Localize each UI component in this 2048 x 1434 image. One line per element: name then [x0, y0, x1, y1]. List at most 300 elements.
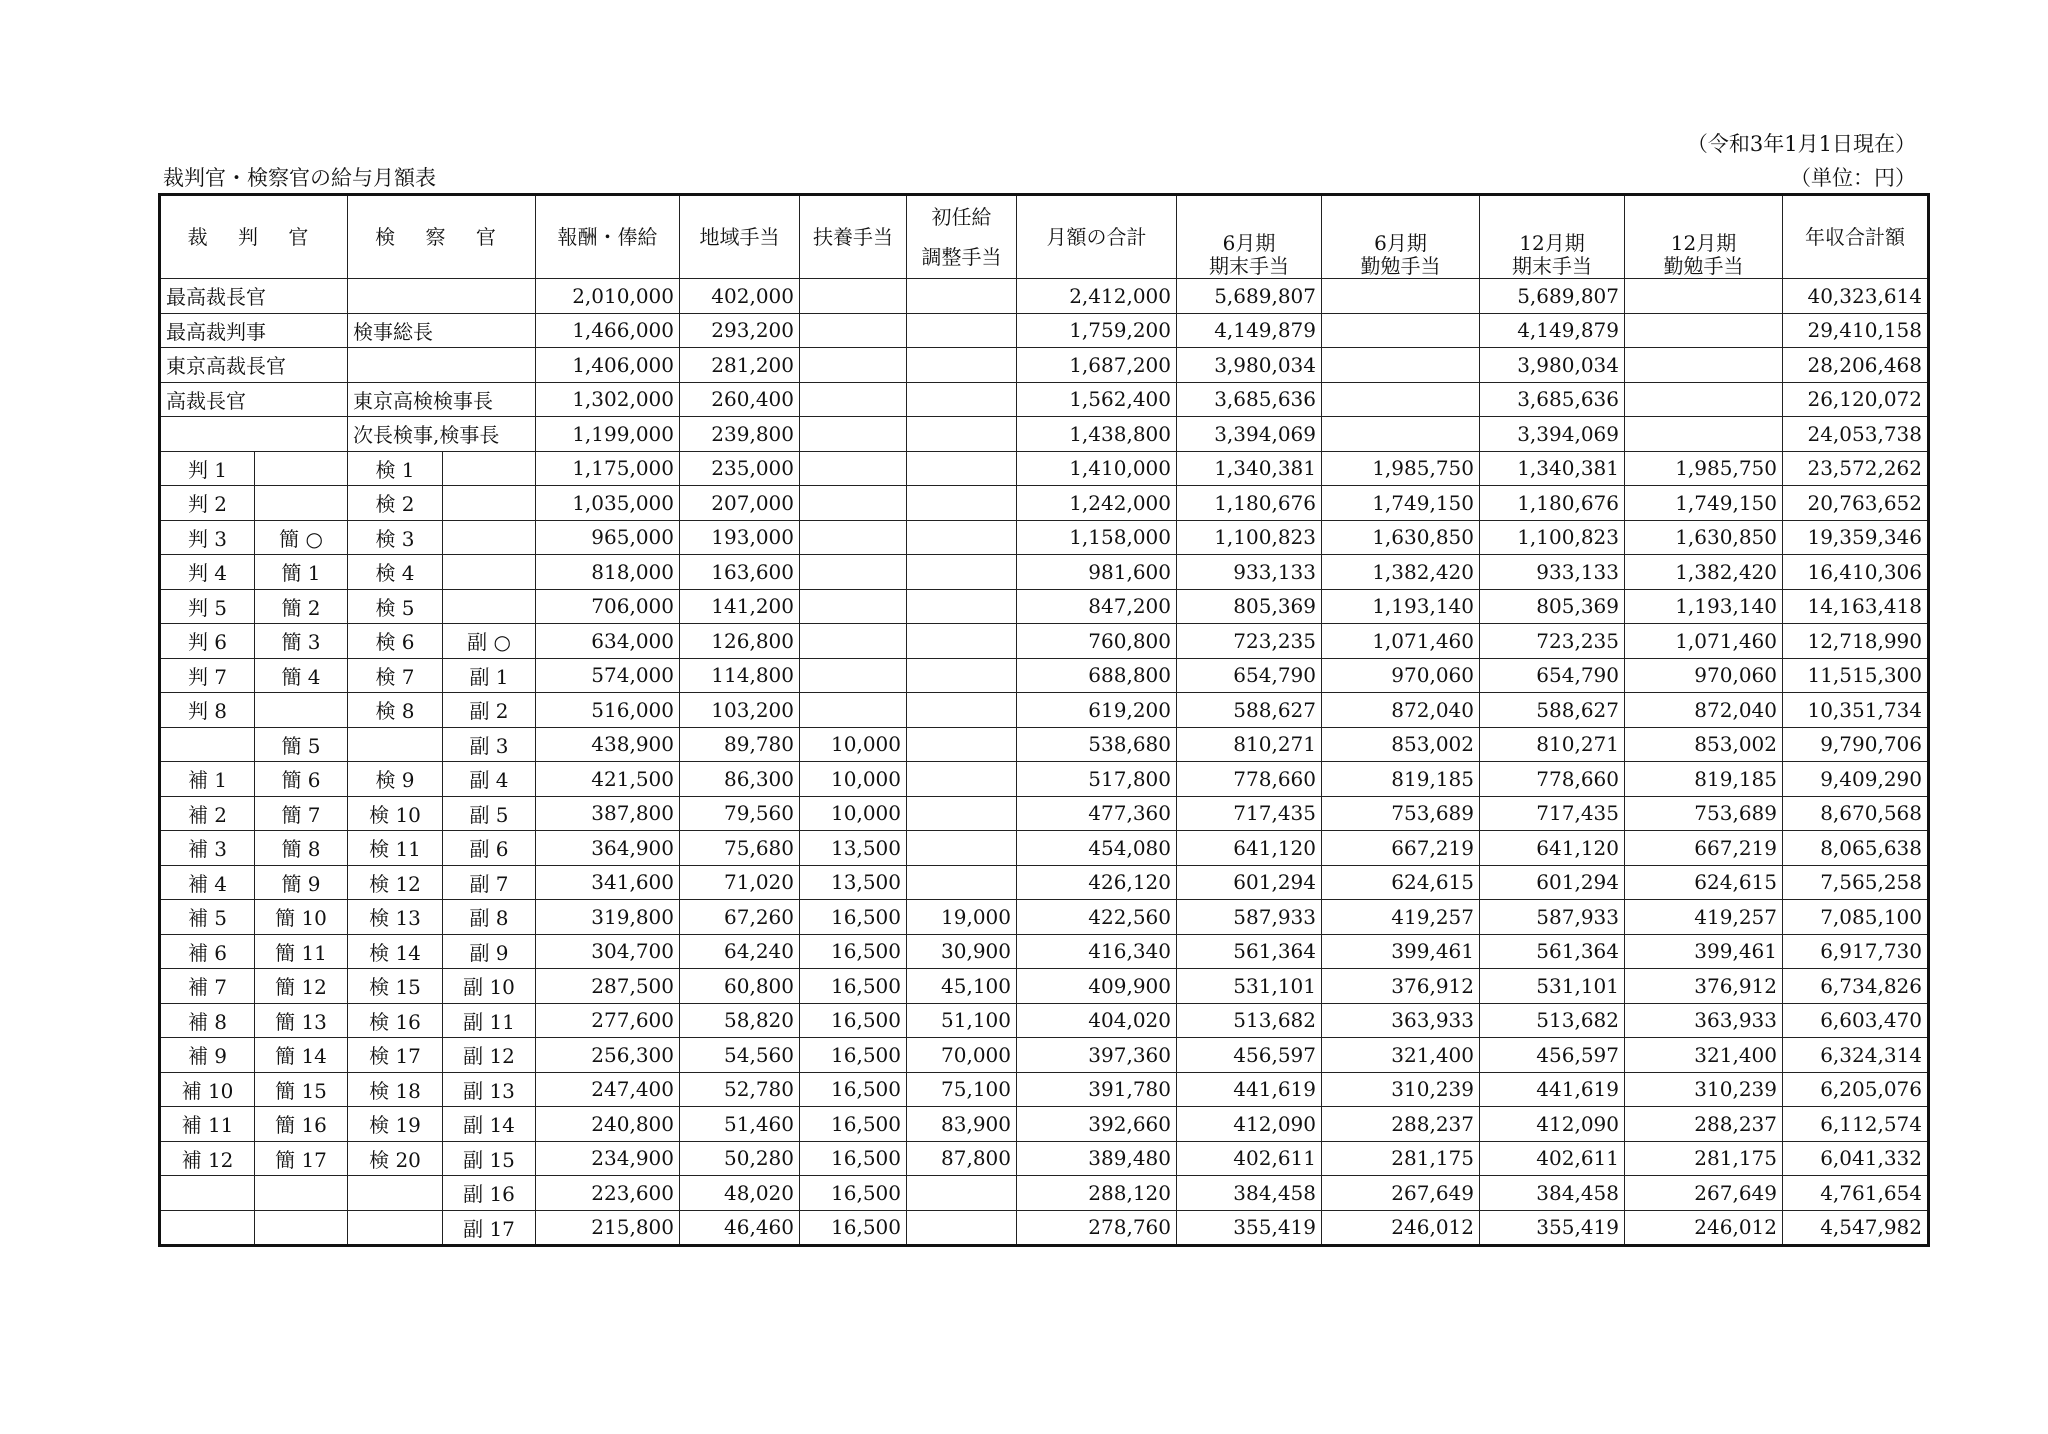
june-term-end-cell: 1,340,381	[1177, 451, 1322, 486]
table-row	[160, 727, 1929, 762]
prosecutor-grade: 検 15	[348, 969, 443, 1004]
dec-diligence-cell: 970,060	[1625, 658, 1783, 693]
initial-adjustment-cell	[907, 658, 1017, 693]
assistant-prosecutor-grade	[443, 486, 536, 521]
dec-term-end-cell: 531,101	[1480, 969, 1625, 1004]
dec-diligence-cell: 363,933	[1625, 1003, 1783, 1038]
table-row	[160, 900, 1929, 935]
dependent-allowance-cell: 16,500	[800, 1107, 907, 1142]
regional-allowance-cell: 46,460	[680, 1210, 800, 1246]
june-term-end-cell: 384,458	[1177, 1176, 1322, 1211]
regional-allowance-cell: 89,780	[680, 727, 800, 762]
june-term-end-cell: 1,100,823	[1177, 520, 1322, 555]
salary-cell: 223,600	[536, 1176, 680, 1211]
june-diligence-cell	[1322, 313, 1480, 348]
regional-allowance-cell: 163,600	[680, 555, 800, 590]
june-term-end-cell: 933,133	[1177, 555, 1322, 590]
col-june-end: 6月期 期末手当	[1177, 195, 1322, 279]
initial-adjustment-cell: 75,100	[907, 1072, 1017, 1107]
dependent-allowance-cell	[800, 486, 907, 521]
monthly-total-cell: 1,759,200	[1017, 313, 1177, 348]
salary-cell: 574,000	[536, 658, 680, 693]
col-judge: 裁 判 官	[160, 195, 348, 279]
summary-judge-grade: 簡 15	[255, 1072, 348, 1107]
prosecutor-title	[348, 348, 536, 383]
dec-term-end-cell: 587,933	[1480, 900, 1625, 935]
initial-adjustment-cell: 87,800	[907, 1141, 1017, 1176]
prosecutor-title: 東京高検検事長	[348, 382, 536, 417]
prosecutor-grade: 検 5	[348, 589, 443, 624]
salary-cell: 634,000	[536, 624, 680, 659]
dependent-allowance-cell	[800, 451, 907, 486]
summary-judge-grade: 簡 13	[255, 1003, 348, 1038]
dec-diligence-cell: 753,689	[1625, 796, 1783, 831]
monthly-total-cell: 1,158,000	[1017, 520, 1177, 555]
salary-cell: 277,600	[536, 1003, 680, 1038]
june-term-end-cell: 412,090	[1177, 1107, 1322, 1142]
dependent-allowance-cell: 16,500	[800, 1038, 907, 1073]
monthly-total-cell: 392,660	[1017, 1107, 1177, 1142]
summary-judge-grade: 簡 14	[255, 1038, 348, 1073]
salary-cell: 240,800	[536, 1107, 680, 1142]
june-diligence-cell: 667,219	[1322, 831, 1480, 866]
assistant-prosecutor-grade	[443, 589, 536, 624]
salary-cell: 1,035,000	[536, 486, 680, 521]
table-row	[160, 693, 1929, 728]
table-row	[160, 1141, 1929, 1176]
dec-diligence-cell: 419,257	[1625, 900, 1783, 935]
salary-cell: 387,800	[536, 796, 680, 831]
dec-diligence-cell: 819,185	[1625, 762, 1783, 797]
dependent-allowance-cell	[800, 382, 907, 417]
regional-allowance-cell: 86,300	[680, 762, 800, 797]
june-term-end-cell: 641,120	[1177, 831, 1322, 866]
monthly-total-cell: 760,800	[1017, 624, 1177, 659]
initial-adjustment-cell	[907, 417, 1017, 452]
dependent-allowance-cell: 10,000	[800, 762, 907, 797]
dec-term-end-cell: 3,685,636	[1480, 382, 1625, 417]
title-bar	[163, 162, 1916, 192]
summary-judge-grade: 簡 16	[255, 1107, 348, 1142]
regional-allowance-cell: 235,000	[680, 451, 800, 486]
dec-term-end-cell: 588,627	[1480, 693, 1625, 728]
assistant-prosecutor-grade: 副 13	[443, 1072, 536, 1107]
annual-total-cell: 12,718,990	[1783, 624, 1929, 659]
prosecutor-grade: 検 14	[348, 934, 443, 969]
june-term-end-cell: 601,294	[1177, 865, 1322, 900]
judge-grade: 判 7	[160, 658, 255, 693]
summary-judge-grade: 簡 10	[255, 900, 348, 935]
col-regional: 地域手当	[680, 195, 800, 279]
june-diligence-cell: 872,040	[1322, 693, 1480, 728]
june-diligence-cell	[1322, 348, 1480, 383]
table-row	[160, 624, 1929, 659]
monthly-total-cell: 2,412,000	[1017, 279, 1177, 314]
june-diligence-cell: 376,912	[1322, 969, 1480, 1004]
assistant-prosecutor-grade: 副 1	[443, 658, 536, 693]
initial-adjustment-cell	[907, 348, 1017, 383]
regional-allowance-cell: 51,460	[680, 1107, 800, 1142]
dependent-allowance-cell: 13,500	[800, 865, 907, 900]
judge-grade: 補 5	[160, 900, 255, 935]
dependent-allowance-cell: 16,500	[800, 969, 907, 1004]
monthly-total-cell: 847,200	[1017, 589, 1177, 624]
annual-total-cell: 7,565,258	[1783, 865, 1929, 900]
table-row	[160, 658, 1929, 693]
assistant-prosecutor-grade: 副 8	[443, 900, 536, 935]
regional-allowance-cell: 60,800	[680, 969, 800, 1004]
table-row	[160, 1176, 1929, 1211]
initial-adjustment-cell	[907, 624, 1017, 659]
june-term-end-cell: 654,790	[1177, 658, 1322, 693]
dec-term-end-cell: 441,619	[1480, 1072, 1625, 1107]
dependent-allowance-cell: 16,500	[800, 1003, 907, 1038]
dec-term-end-cell: 933,133	[1480, 555, 1625, 590]
june-term-end-cell: 3,980,034	[1177, 348, 1322, 383]
summary-judge-grade: 簡 7	[255, 796, 348, 831]
june-diligence-cell: 624,615	[1322, 865, 1480, 900]
dependent-allowance-cell: 16,500	[800, 934, 907, 969]
assistant-prosecutor-grade: 副 14	[443, 1107, 536, 1142]
salary-cell: 516,000	[536, 693, 680, 728]
summary-judge-grade: 簡 1	[255, 555, 348, 590]
dec-term-end-cell: 805,369	[1480, 589, 1625, 624]
summary-judge-grade: 簡 8	[255, 831, 348, 866]
annual-total-cell: 11,515,300	[1783, 658, 1929, 693]
june-term-end-cell: 402,611	[1177, 1141, 1322, 1176]
june-diligence-cell: 281,175	[1322, 1141, 1480, 1176]
dec-diligence-cell: 1,071,460	[1625, 624, 1783, 659]
june-term-end-cell: 4,149,879	[1177, 313, 1322, 348]
judge-grade: 判 6	[160, 624, 255, 659]
summary-judge-grade: 簡 6	[255, 762, 348, 797]
regional-allowance-cell: 193,000	[680, 520, 800, 555]
june-diligence-cell: 1,749,150	[1322, 486, 1480, 521]
dec-term-end-cell: 4,149,879	[1480, 313, 1625, 348]
table-row	[160, 348, 1929, 383]
dependent-allowance-cell	[800, 313, 907, 348]
assistant-prosecutor-grade: 副 6	[443, 831, 536, 866]
dependent-allowance-cell: 10,000	[800, 796, 907, 831]
judge-grade: 補 12	[160, 1141, 255, 1176]
initial-adjustment-cell	[907, 762, 1017, 797]
dependent-allowance-cell	[800, 555, 907, 590]
summary-judge-grade: 簡 5	[255, 727, 348, 762]
initial-adjustment-cell	[907, 1210, 1017, 1246]
june-term-end-cell: 717,435	[1177, 796, 1322, 831]
col-dependent: 扶養手当	[800, 195, 907, 279]
dec-diligence-cell: 376,912	[1625, 969, 1783, 1004]
assistant-prosecutor-grade: 副 ○	[443, 624, 536, 659]
dec-diligence-cell	[1625, 417, 1783, 452]
initial-adjustment-cell: 30,900	[907, 934, 1017, 969]
monthly-total-cell: 404,020	[1017, 1003, 1177, 1038]
monthly-total-cell: 1,687,200	[1017, 348, 1177, 383]
june-diligence-cell: 419,257	[1322, 900, 1480, 935]
monthly-total-cell: 1,562,400	[1017, 382, 1177, 417]
dec-term-end-cell: 601,294	[1480, 865, 1625, 900]
judge-title: 東京高裁長官	[160, 348, 348, 383]
dependent-allowance-cell: 13,500	[800, 831, 907, 866]
initial-adjustment-cell	[907, 486, 1017, 521]
col-initial: 初任給 調整手当	[907, 195, 1017, 279]
initial-adjustment-cell	[907, 796, 1017, 831]
assistant-prosecutor-grade	[443, 555, 536, 590]
initial-adjustment-cell	[907, 555, 1017, 590]
assistant-prosecutor-grade: 副 15	[443, 1141, 536, 1176]
summary-judge-grade: 簡 12	[255, 969, 348, 1004]
salary-cell: 234,900	[536, 1141, 680, 1176]
dec-diligence-cell: 667,219	[1625, 831, 1783, 866]
judge-grade: 補 4	[160, 865, 255, 900]
table-row	[160, 1107, 1929, 1142]
assistant-prosecutor-grade: 副 17	[443, 1210, 536, 1246]
summary-judge-grade: 簡 ○	[255, 520, 348, 555]
dependent-allowance-cell: 16,500	[800, 1176, 907, 1211]
initial-adjustment-cell: 19,000	[907, 900, 1017, 935]
june-term-end-cell: 587,933	[1177, 900, 1322, 935]
assistant-prosecutor-grade: 副 3	[443, 727, 536, 762]
dependent-allowance-cell: 16,500	[800, 1141, 907, 1176]
monthly-total-cell: 1,438,800	[1017, 417, 1177, 452]
prosecutor-grade: 検 10	[348, 796, 443, 831]
annual-total-cell: 40,323,614	[1783, 279, 1929, 314]
salary-cell: 1,466,000	[536, 313, 680, 348]
col-salary: 報酬・俸給	[536, 195, 680, 279]
dec-diligence-cell: 1,985,750	[1625, 451, 1783, 486]
initial-adjustment-cell	[907, 520, 1017, 555]
prosecutor-grade: 検 19	[348, 1107, 443, 1142]
june-diligence-cell: 970,060	[1322, 658, 1480, 693]
prosecutor-grade	[348, 727, 443, 762]
dec-diligence-cell: 321,400	[1625, 1038, 1783, 1073]
judge-grade: 判 2	[160, 486, 255, 521]
assistant-prosecutor-grade: 副 12	[443, 1038, 536, 1073]
june-diligence-cell	[1322, 279, 1480, 314]
regional-allowance-cell: 52,780	[680, 1072, 800, 1107]
regional-allowance-cell: 141,200	[680, 589, 800, 624]
initial-adjustment-cell	[907, 451, 1017, 486]
initial-adjustment-cell	[907, 382, 1017, 417]
judge-grade	[160, 727, 255, 762]
june-diligence-cell: 246,012	[1322, 1210, 1480, 1246]
annual-total-cell: 4,761,654	[1783, 1176, 1929, 1211]
dependent-allowance-cell	[800, 520, 907, 555]
dec-diligence-cell: 310,239	[1625, 1072, 1783, 1107]
salary-cell: 287,500	[536, 969, 680, 1004]
june-diligence-cell	[1322, 417, 1480, 452]
june-term-end-cell: 810,271	[1177, 727, 1322, 762]
unit-label: （単位：円）	[1790, 166, 1916, 190]
initial-adjustment-cell	[907, 693, 1017, 728]
june-term-end-cell: 456,597	[1177, 1038, 1322, 1073]
annual-total-cell: 9,790,706	[1783, 727, 1929, 762]
table-row	[160, 417, 1929, 452]
dec-term-end-cell: 3,980,034	[1480, 348, 1625, 383]
initial-adjustment-cell	[907, 589, 1017, 624]
summary-judge-grade	[255, 451, 348, 486]
regional-allowance-cell: 207,000	[680, 486, 800, 521]
prosecutor-grade: 検 3	[348, 520, 443, 555]
dec-term-end-cell: 778,660	[1480, 762, 1625, 797]
initial-adjustment-cell	[907, 313, 1017, 348]
annual-total-cell: 4,547,982	[1783, 1210, 1929, 1246]
prosecutor-grade: 検 11	[348, 831, 443, 866]
judge-grade: 補 9	[160, 1038, 255, 1073]
as-of-date: （令和3年1月1日現在）	[1686, 132, 1916, 156]
regional-allowance-cell: 54,560	[680, 1038, 800, 1073]
prosecutor-grade: 検 1	[348, 451, 443, 486]
summary-judge-grade: 簡 4	[255, 658, 348, 693]
salary-cell: 421,500	[536, 762, 680, 797]
summary-judge-grade: 簡 2	[255, 589, 348, 624]
salary-cell: 341,600	[536, 865, 680, 900]
summary-judge-grade: 簡 17	[255, 1141, 348, 1176]
dec-term-end-cell: 513,682	[1480, 1003, 1625, 1038]
monthly-total-cell: 538,680	[1017, 727, 1177, 762]
salary-cell: 1,175,000	[536, 451, 680, 486]
dependent-allowance-cell	[800, 279, 907, 314]
dependent-allowance-cell: 10,000	[800, 727, 907, 762]
june-diligence-cell: 310,239	[1322, 1072, 1480, 1107]
judge-grade: 補 1	[160, 762, 255, 797]
judge-grade: 補 8	[160, 1003, 255, 1038]
dec-term-end-cell: 641,120	[1480, 831, 1625, 866]
assistant-prosecutor-grade: 副 4	[443, 762, 536, 797]
annual-total-cell: 6,041,332	[1783, 1141, 1929, 1176]
annual-total-cell: 28,206,468	[1783, 348, 1929, 383]
judge-title: 高裁長官	[160, 382, 348, 417]
col-dec-end: 12月期 期末手当	[1480, 195, 1625, 279]
june-diligence-cell: 363,933	[1322, 1003, 1480, 1038]
june-term-end-cell: 588,627	[1177, 693, 1322, 728]
annual-total-cell: 14,163,418	[1783, 589, 1929, 624]
salary-cell: 256,300	[536, 1038, 680, 1073]
assistant-prosecutor-grade: 副 2	[443, 693, 536, 728]
dec-diligence-cell: 1,193,140	[1625, 589, 1783, 624]
summary-judge-grade: 簡 3	[255, 624, 348, 659]
june-diligence-cell: 267,649	[1322, 1176, 1480, 1211]
annual-total-cell: 23,572,262	[1783, 451, 1929, 486]
summary-judge-grade	[255, 1210, 348, 1246]
dec-term-end-cell: 810,271	[1480, 727, 1625, 762]
col-june-diligence: 6月期 勤勉手当	[1322, 195, 1480, 279]
assistant-prosecutor-grade: 副 16	[443, 1176, 536, 1211]
dec-diligence-cell	[1625, 313, 1783, 348]
dec-diligence-cell: 1,630,850	[1625, 520, 1783, 555]
annual-total-cell: 10,351,734	[1783, 693, 1929, 728]
salary-cell: 965,000	[536, 520, 680, 555]
table-row	[160, 1038, 1929, 1073]
initial-adjustment-cell: 45,100	[907, 969, 1017, 1004]
table-row	[160, 589, 1929, 624]
monthly-total-cell: 391,780	[1017, 1072, 1177, 1107]
annual-total-cell: 26,120,072	[1783, 382, 1929, 417]
monthly-total-cell: 416,340	[1017, 934, 1177, 969]
dec-diligence-cell	[1625, 279, 1783, 314]
col-annual: 年収合計額	[1783, 195, 1929, 279]
judge-grade: 判 4	[160, 555, 255, 590]
assistant-prosecutor-grade: 副 10	[443, 969, 536, 1004]
dec-diligence-cell	[1625, 382, 1783, 417]
summary-judge-grade: 簡 11	[255, 934, 348, 969]
june-term-end-cell: 778,660	[1177, 762, 1322, 797]
june-term-end-cell: 3,685,636	[1177, 382, 1322, 417]
dec-diligence-cell: 624,615	[1625, 865, 1783, 900]
prosecutor-grade	[348, 1210, 443, 1246]
june-diligence-cell: 399,461	[1322, 934, 1480, 969]
monthly-total-cell: 688,800	[1017, 658, 1177, 693]
regional-allowance-cell: 50,280	[680, 1141, 800, 1176]
dec-term-end-cell: 1,340,381	[1480, 451, 1625, 486]
prosecutor-grade: 検 8	[348, 693, 443, 728]
june-term-end-cell: 355,419	[1177, 1210, 1322, 1246]
judge-grade: 判 5	[160, 589, 255, 624]
dec-term-end-cell: 402,611	[1480, 1141, 1625, 1176]
annual-total-cell: 20,763,652	[1783, 486, 1929, 521]
monthly-total-cell: 278,760	[1017, 1210, 1177, 1246]
dec-diligence-cell: 1,749,150	[1625, 486, 1783, 521]
monthly-total-cell: 619,200	[1017, 693, 1177, 728]
regional-allowance-cell: 402,000	[680, 279, 800, 314]
dec-diligence-cell: 853,002	[1625, 727, 1783, 762]
regional-allowance-cell: 48,020	[680, 1176, 800, 1211]
regional-allowance-cell: 71,020	[680, 865, 800, 900]
dec-diligence-cell: 281,175	[1625, 1141, 1783, 1176]
june-term-end-cell: 3,394,069	[1177, 417, 1322, 452]
regional-allowance-cell: 67,260	[680, 900, 800, 935]
annual-total-cell: 6,917,730	[1783, 934, 1929, 969]
dec-diligence-cell	[1625, 348, 1783, 383]
initial-adjustment-cell	[907, 279, 1017, 314]
assistant-prosecutor-grade: 副 5	[443, 796, 536, 831]
assistant-prosecutor-grade: 副 7	[443, 865, 536, 900]
salary-cell: 247,400	[536, 1072, 680, 1107]
salary-cell: 438,900	[536, 727, 680, 762]
initial-adjustment-cell	[907, 727, 1017, 762]
june-term-end-cell: 441,619	[1177, 1072, 1322, 1107]
dec-diligence-cell: 872,040	[1625, 693, 1783, 728]
prosecutor-grade: 検 2	[348, 486, 443, 521]
dec-term-end-cell: 654,790	[1480, 658, 1625, 693]
table-row	[160, 451, 1929, 486]
salary-cell: 818,000	[536, 555, 680, 590]
prosecutor-grade: 検 20	[348, 1141, 443, 1176]
dec-term-end-cell: 723,235	[1480, 624, 1625, 659]
june-diligence-cell: 819,185	[1322, 762, 1480, 797]
june-term-end-cell: 723,235	[1177, 624, 1322, 659]
table-row	[160, 762, 1929, 797]
table-row	[160, 313, 1929, 348]
monthly-total-cell: 397,360	[1017, 1038, 1177, 1073]
header-row	[160, 195, 1929, 279]
dec-diligence-cell: 399,461	[1625, 934, 1783, 969]
annual-total-cell: 9,409,290	[1783, 762, 1929, 797]
judge-grade: 判 3	[160, 520, 255, 555]
regional-allowance-cell: 75,680	[680, 831, 800, 866]
regional-allowance-cell: 293,200	[680, 313, 800, 348]
june-term-end-cell: 531,101	[1177, 969, 1322, 1004]
dec-term-end-cell: 1,180,676	[1480, 486, 1625, 521]
judge-title: 最高裁長官	[160, 279, 348, 314]
june-term-end-cell: 561,364	[1177, 934, 1322, 969]
assistant-prosecutor-grade: 副 11	[443, 1003, 536, 1038]
june-diligence-cell: 853,002	[1322, 727, 1480, 762]
annual-total-cell: 8,065,638	[1783, 831, 1929, 866]
dec-term-end-cell: 3,394,069	[1480, 417, 1625, 452]
judge-grade: 補 3	[160, 831, 255, 866]
prosecutor-grade: 検 12	[348, 865, 443, 900]
